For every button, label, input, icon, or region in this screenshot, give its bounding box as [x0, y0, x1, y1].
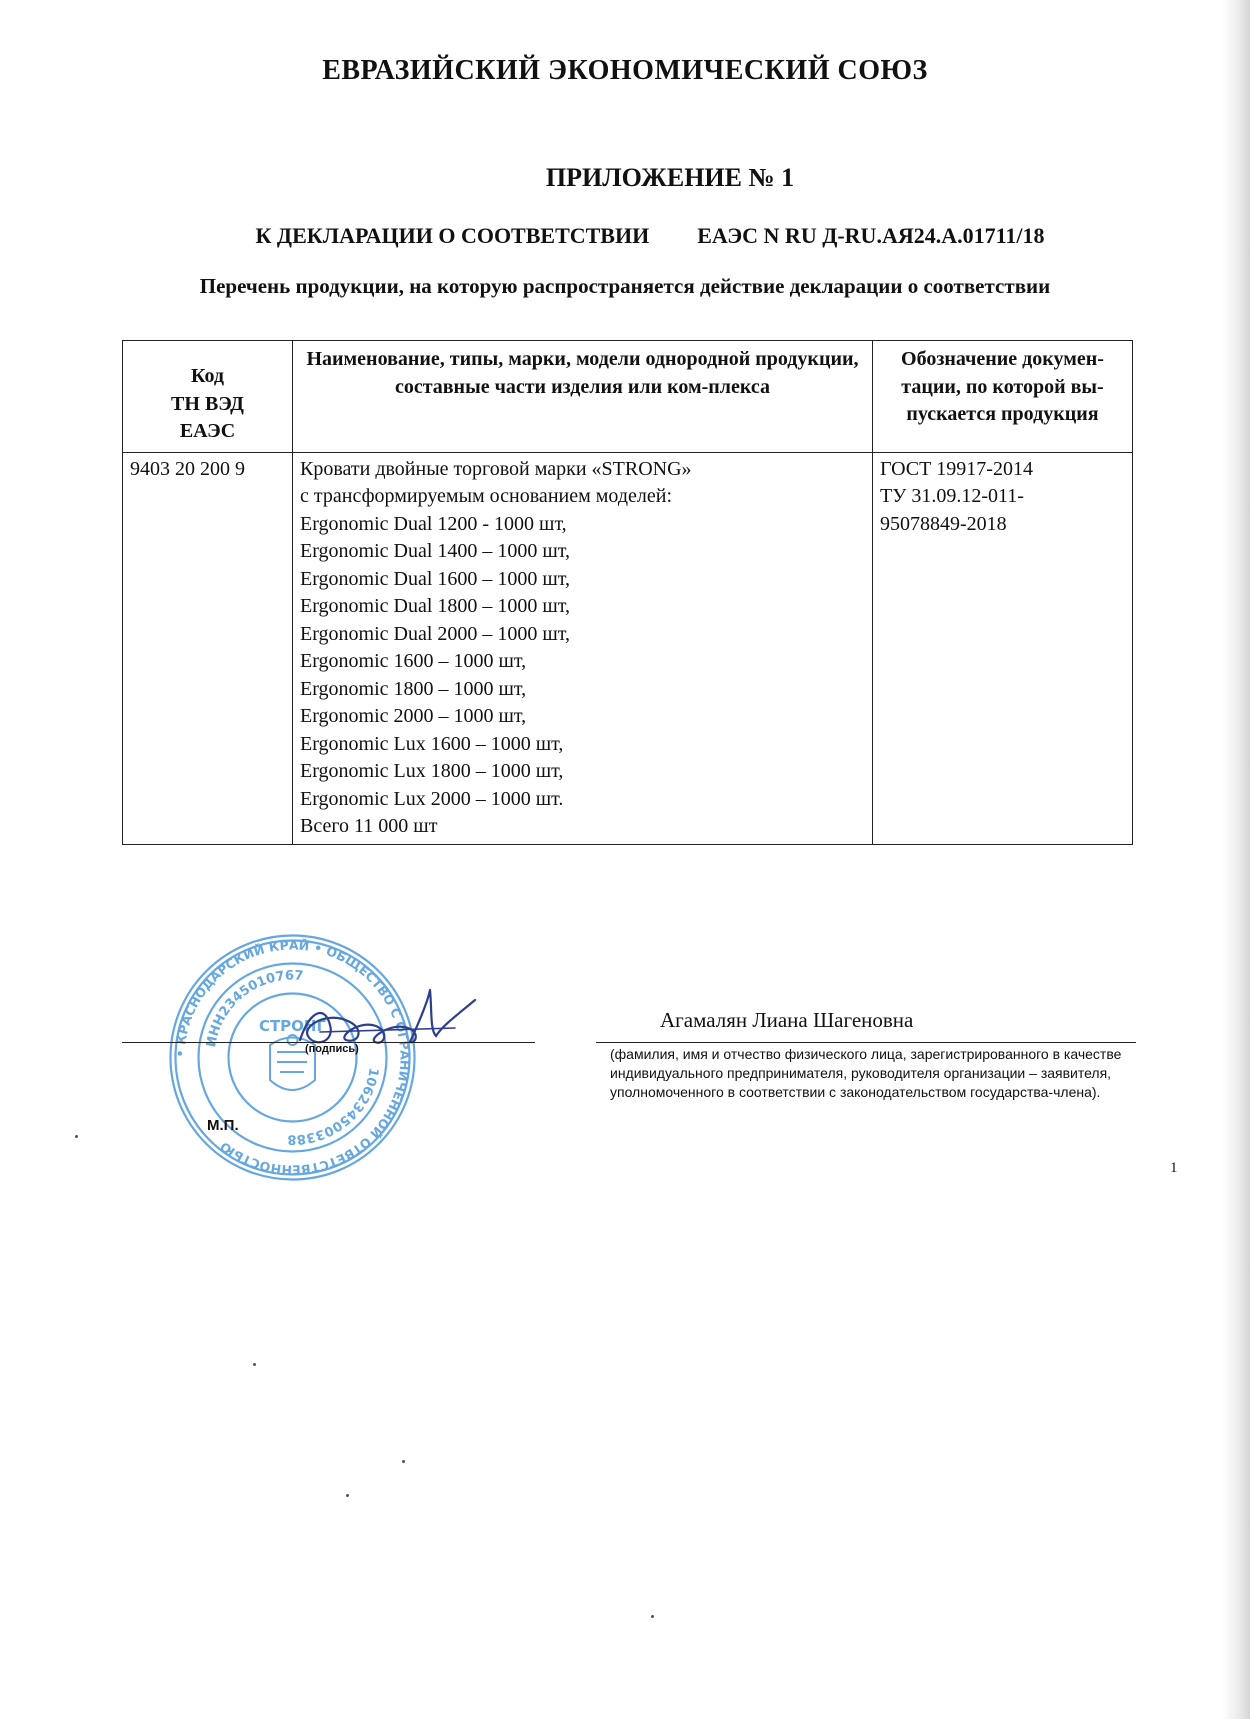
description-line: Ergonomic 1800 – 1000 шт, — [300, 677, 527, 700]
products-table — [122, 340, 1133, 845]
description-line: Всего 11 000 шт — [300, 815, 438, 837]
declaration-number: ЕАЭС N RU Д-RU.АЯ24.А.01711/18 — [697, 223, 1045, 248]
docs-line: ГОСТ 19917-2014 — [880, 457, 1033, 480]
table-row — [123, 452, 1133, 844]
stamp-outer-text: • КРАСНОДАРСКИЙ КРАЙ • ОБЩЕСТВО С ОГРАНИЧЕННОЙ ОТВЕТСТВЕННОСТЬЮ — [172, 937, 413, 1178]
cell-docs — [873, 452, 1133, 844]
signer-note: (фамилия, имя и отчество физического лица, зарегистрированного в качестве индивидуального предпринимателя, руководителя организации – заявителя, уполномоченного в соответствии с законодательством государства-члена). — [610, 1046, 1122, 1100]
description-line: Ergonomic Lux 1600 – 1000 шт, — [300, 732, 564, 755]
description-line: Ergonomic Lux 2000 – 1000 шт. — [300, 787, 564, 810]
signer-name: Агамалян Лиана Шагеновна — [660, 1008, 914, 1032]
cell-code: 9403 20 200 9 — [123, 452, 293, 844]
description-line: Ergonomic Dual 2000 – 1000 шт, — [300, 622, 571, 645]
product-list-title: Перечень продукции, на которую распространяется действие декларации о соответствии — [199, 274, 1051, 298]
description-line: Ergonomic Dual 1200 - 1000 шт, — [300, 512, 567, 535]
stamp-ogrn-text: 1062345003388 — [287, 1066, 381, 1147]
cell-description — [293, 452, 873, 844]
scan-speck — [402, 1460, 405, 1463]
union-title: ЕВРАЗИЙСКИЙ ЭКОНОМИЧЕСКИЙ СОЮЗ — [322, 55, 928, 86]
description-line: Ergonomic 2000 – 1000 шт, — [300, 705, 527, 727]
docs-line: 95078849-2018 — [880, 512, 1007, 535]
scan-speck — [346, 1494, 349, 1497]
description-line: Ergonomic Lux 1800 – 1000 шт, — [300, 760, 564, 782]
stamp-inn-text: ИНН2345010767 — [204, 968, 304, 1049]
description-line: Ergonomic 1600 – 1000 шт, — [300, 650, 527, 672]
stamp-place-label: М.П. — [207, 1117, 239, 1134]
page-number: 1 — [1170, 1160, 1178, 1176]
header-code: Код ТН ВЭД ЕАЭС — [123, 341, 293, 453]
scan-speck — [75, 1135, 78, 1138]
scan-speck — [253, 1363, 256, 1366]
declaration-prefix: К ДЕКЛАРАЦИИ О СООТВЕТСТВИИ — [255, 223, 650, 248]
docs-line: ТУ 31.09.12-011- — [880, 485, 1024, 507]
table-header-row — [123, 341, 1133, 453]
declaration-line — [0, 223, 1250, 249]
description-line: Ergonomic Dual 1800 – 1000 шт, — [300, 595, 571, 617]
description-line: Ergonomic Dual 1400 – 1000 шт, — [300, 540, 571, 562]
stamp-center-text: СТРОНГ — [258, 1017, 327, 1035]
description-line: Ergonomic Dual 1600 – 1000 шт, — [300, 567, 571, 590]
description-line: Кровати двойные торговой марки «STRONG» — [300, 457, 692, 480]
header-name: Наименование, типы, марки, модели однородной продукции, составные части изделия или ком-плекса — [293, 341, 873, 453]
appendix-title: ПРИЛОЖЕНИЕ № 1 — [545, 163, 795, 192]
signature-caption: (подпись) — [305, 1043, 359, 1055]
description-line: с трансформируемым основанием моделей: — [300, 485, 673, 507]
scan-speck — [651, 1615, 654, 1618]
header-docs: Обозначение докумен-тации, по которой вы-пускается продукция — [873, 341, 1133, 453]
signer-name-line — [596, 1042, 1136, 1043]
scan-edge-shadow — [1222, 0, 1250, 1719]
